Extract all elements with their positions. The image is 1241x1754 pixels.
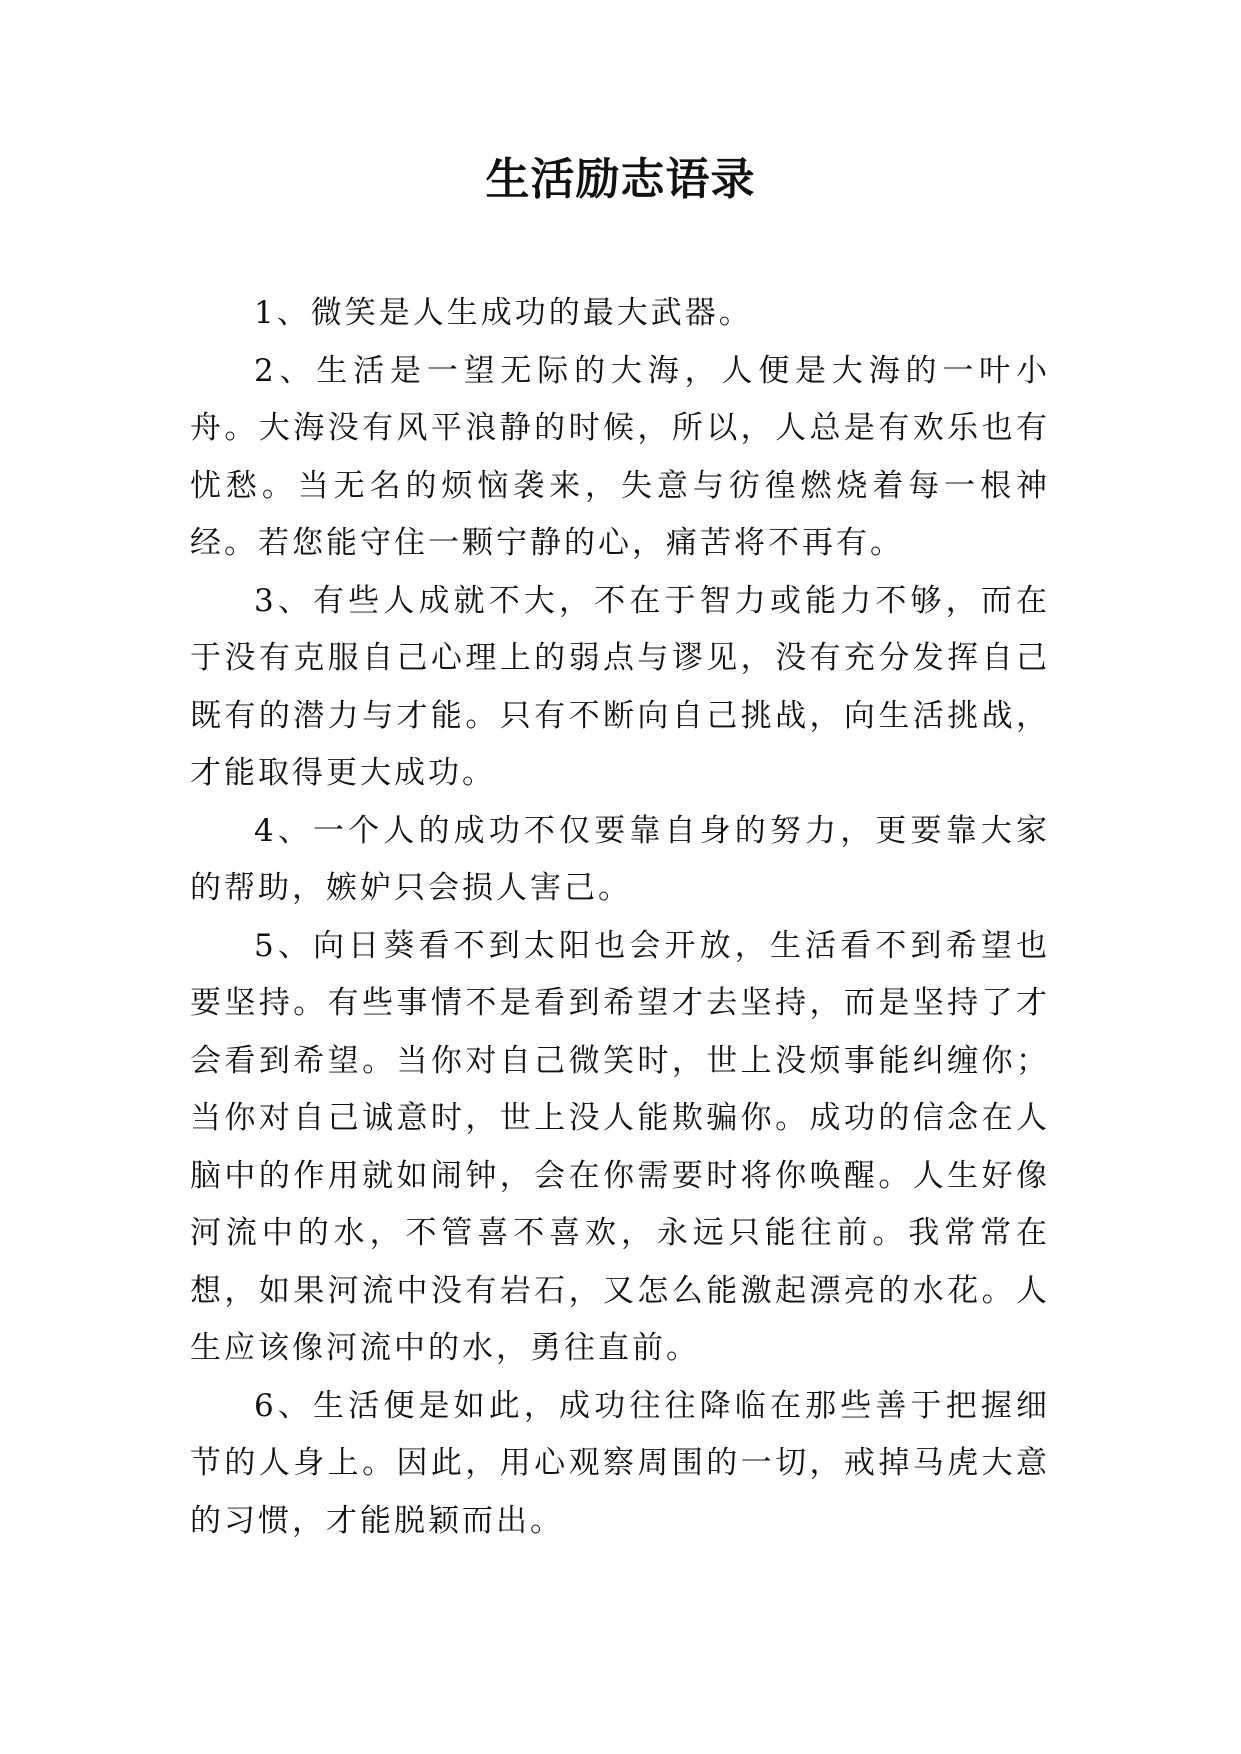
page-title: 生活励志语录 (485, 154, 756, 205)
paragraph-4: 4、一个人的成功不仅要靠自身的努力，更要靠大家的帮助，嫉妒只会损人害己。 (190, 812, 1050, 906)
paragraph-6: 6、生活便是如此，成功往往降临在那些善于把握细节的人身上。因此，用心观察周围的一切，戒掉马虎大意的习惯，才能脱颖而出。 (190, 1387, 1050, 1539)
document-body (190, 285, 1050, 1550)
paragraph-2: 2、生活是一望无际的大海，人便是大海的一叶小舟。大海没有风平浪静的时候，所以，人总是有欢乐也有忧愁。当无名的烦恼袭来，失意与彷徨燃烧着每一根神经。若您能守住一颗宁静的心，痛苦将不再有。 (190, 352, 1050, 561)
paragraph-3: 3、有些人成就不大，不在于智力或能力不够，而在于没有克服自己心理上的弱点与谬见，没有充分发挥自己既有的潜力与才能。只有不断向自己挑战，向生活挑战，才能取得更大成功。 (190, 582, 1050, 791)
paragraph-5: 5、向日葵看不到太阳也会开放，生活看不到希望也要坚持。有些事情不是看到希望才去坚持，而是坚持了才会看到希望。当你对自己微笑时，世上没烦事能纠缠你；当你对自己诚意时，世上没人能欺骗你。成功的信念在人脑中的作用就如闹钟，会在你需要时将你唤醒。人生好像河流中的水，不管喜不喜欢，永远只能往前。我常常在想，如果河流中没有岩石，又怎么能激起漂亮的水花。人生应该像河流中的水，勇往直前。 (190, 927, 1050, 1366)
paragraph-1: 1、微笑是人生成功的最大武器。 (254, 295, 753, 331)
